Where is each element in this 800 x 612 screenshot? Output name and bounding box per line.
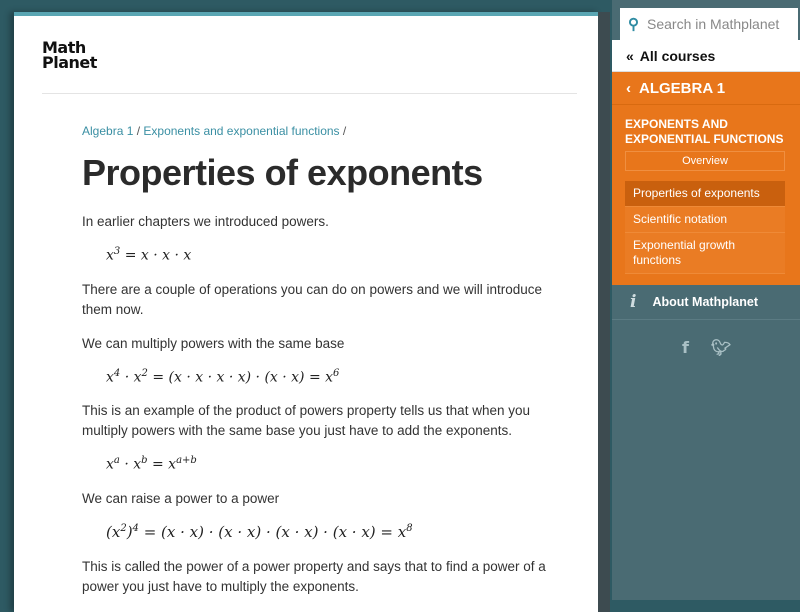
paragraph: This is an example of the product of powers property tells us that when you multiply powers with the same base you just have to add the exponents. bbox=[82, 403, 530, 439]
search-input[interactable] bbox=[620, 8, 798, 40]
breadcrumb-exponents[interactable]: Exponents and exponential functions bbox=[143, 124, 340, 138]
search-icon: ⚲ bbox=[628, 16, 639, 33]
course-nav bbox=[612, 72, 800, 285]
equation: $(x^2)^4 = (x \cdot x) \cdot (x \cdot x) \cdot (x \cdot x) \cdot (x \cdot x) = x^8$ bbox=[106, 522, 413, 541]
paragraph: This is called the power of a power property and says that to find a power of a power you just have to multiply the exponents. bbox=[82, 558, 546, 594]
page-title: Properties of exponents bbox=[82, 152, 483, 193]
nav-item-scientific-notation[interactable]: Scientific notation bbox=[625, 207, 785, 233]
logo-line1: Math bbox=[42, 38, 86, 57]
section-title: EXPONENTS AND EXPONENTIAL FUNCTIONS bbox=[625, 117, 784, 146]
breadcrumb-algebra-1[interactable]: Algebra 1 bbox=[82, 124, 134, 138]
search-placeholder: Search in Mathplanet bbox=[647, 16, 780, 32]
sidebar bbox=[612, 0, 800, 600]
page-edge bbox=[598, 12, 610, 612]
equation: $x^4 \cdot x^2 = (x \cdot x \cdot x \cdot x) \cdot (x \cdot x) = x^6$ bbox=[106, 367, 340, 386]
breadcrumb bbox=[82, 124, 552, 138]
overview-link[interactable]: Overview bbox=[625, 151, 785, 171]
breadcrumb-separator: / bbox=[342, 124, 347, 138]
about-link[interactable] bbox=[612, 285, 800, 320]
paragraph: We can multiply powers with the same base bbox=[82, 335, 345, 351]
all-courses-link[interactable] bbox=[612, 40, 800, 72]
info-icon: i bbox=[630, 292, 637, 312]
nav-item-properties-of-exponents[interactable]: Properties of exponents bbox=[625, 181, 785, 207]
logo-line2: Planet bbox=[42, 53, 97, 72]
course-label: ALGEBRA 1 bbox=[639, 79, 726, 97]
mathplanet-logo[interactable] bbox=[42, 40, 97, 70]
course-link[interactable] bbox=[612, 72, 800, 105]
content-page bbox=[14, 12, 600, 612]
equation: $x^3 = x \cdot x \cdot x$ bbox=[106, 246, 192, 264]
chevron-left-icon: ‹ bbox=[626, 79, 631, 97]
nav-item-exponential-growth[interactable]: Exponential growth functions bbox=[625, 233, 785, 274]
about-label: About Mathplanet bbox=[652, 295, 759, 309]
all-courses-label: All courses bbox=[639, 47, 716, 64]
paragraph: In earlier chapters we introduced powers. bbox=[82, 214, 329, 229]
equation: $x^a \cdot x^b = x^{a+b}$ bbox=[106, 455, 197, 473]
twitter-icon[interactable]: 🐦︎ bbox=[710, 338, 732, 357]
facebook-icon[interactable]: f bbox=[682, 338, 689, 357]
divider bbox=[42, 93, 577, 94]
breadcrumb-separator: / bbox=[136, 124, 141, 138]
paragraph: There are a couple of operations you can do on powers and we will introduce them now. bbox=[82, 281, 543, 317]
paragraph: We can raise a power to a power bbox=[82, 490, 280, 506]
double-chevron-left-icon: « bbox=[626, 47, 634, 64]
